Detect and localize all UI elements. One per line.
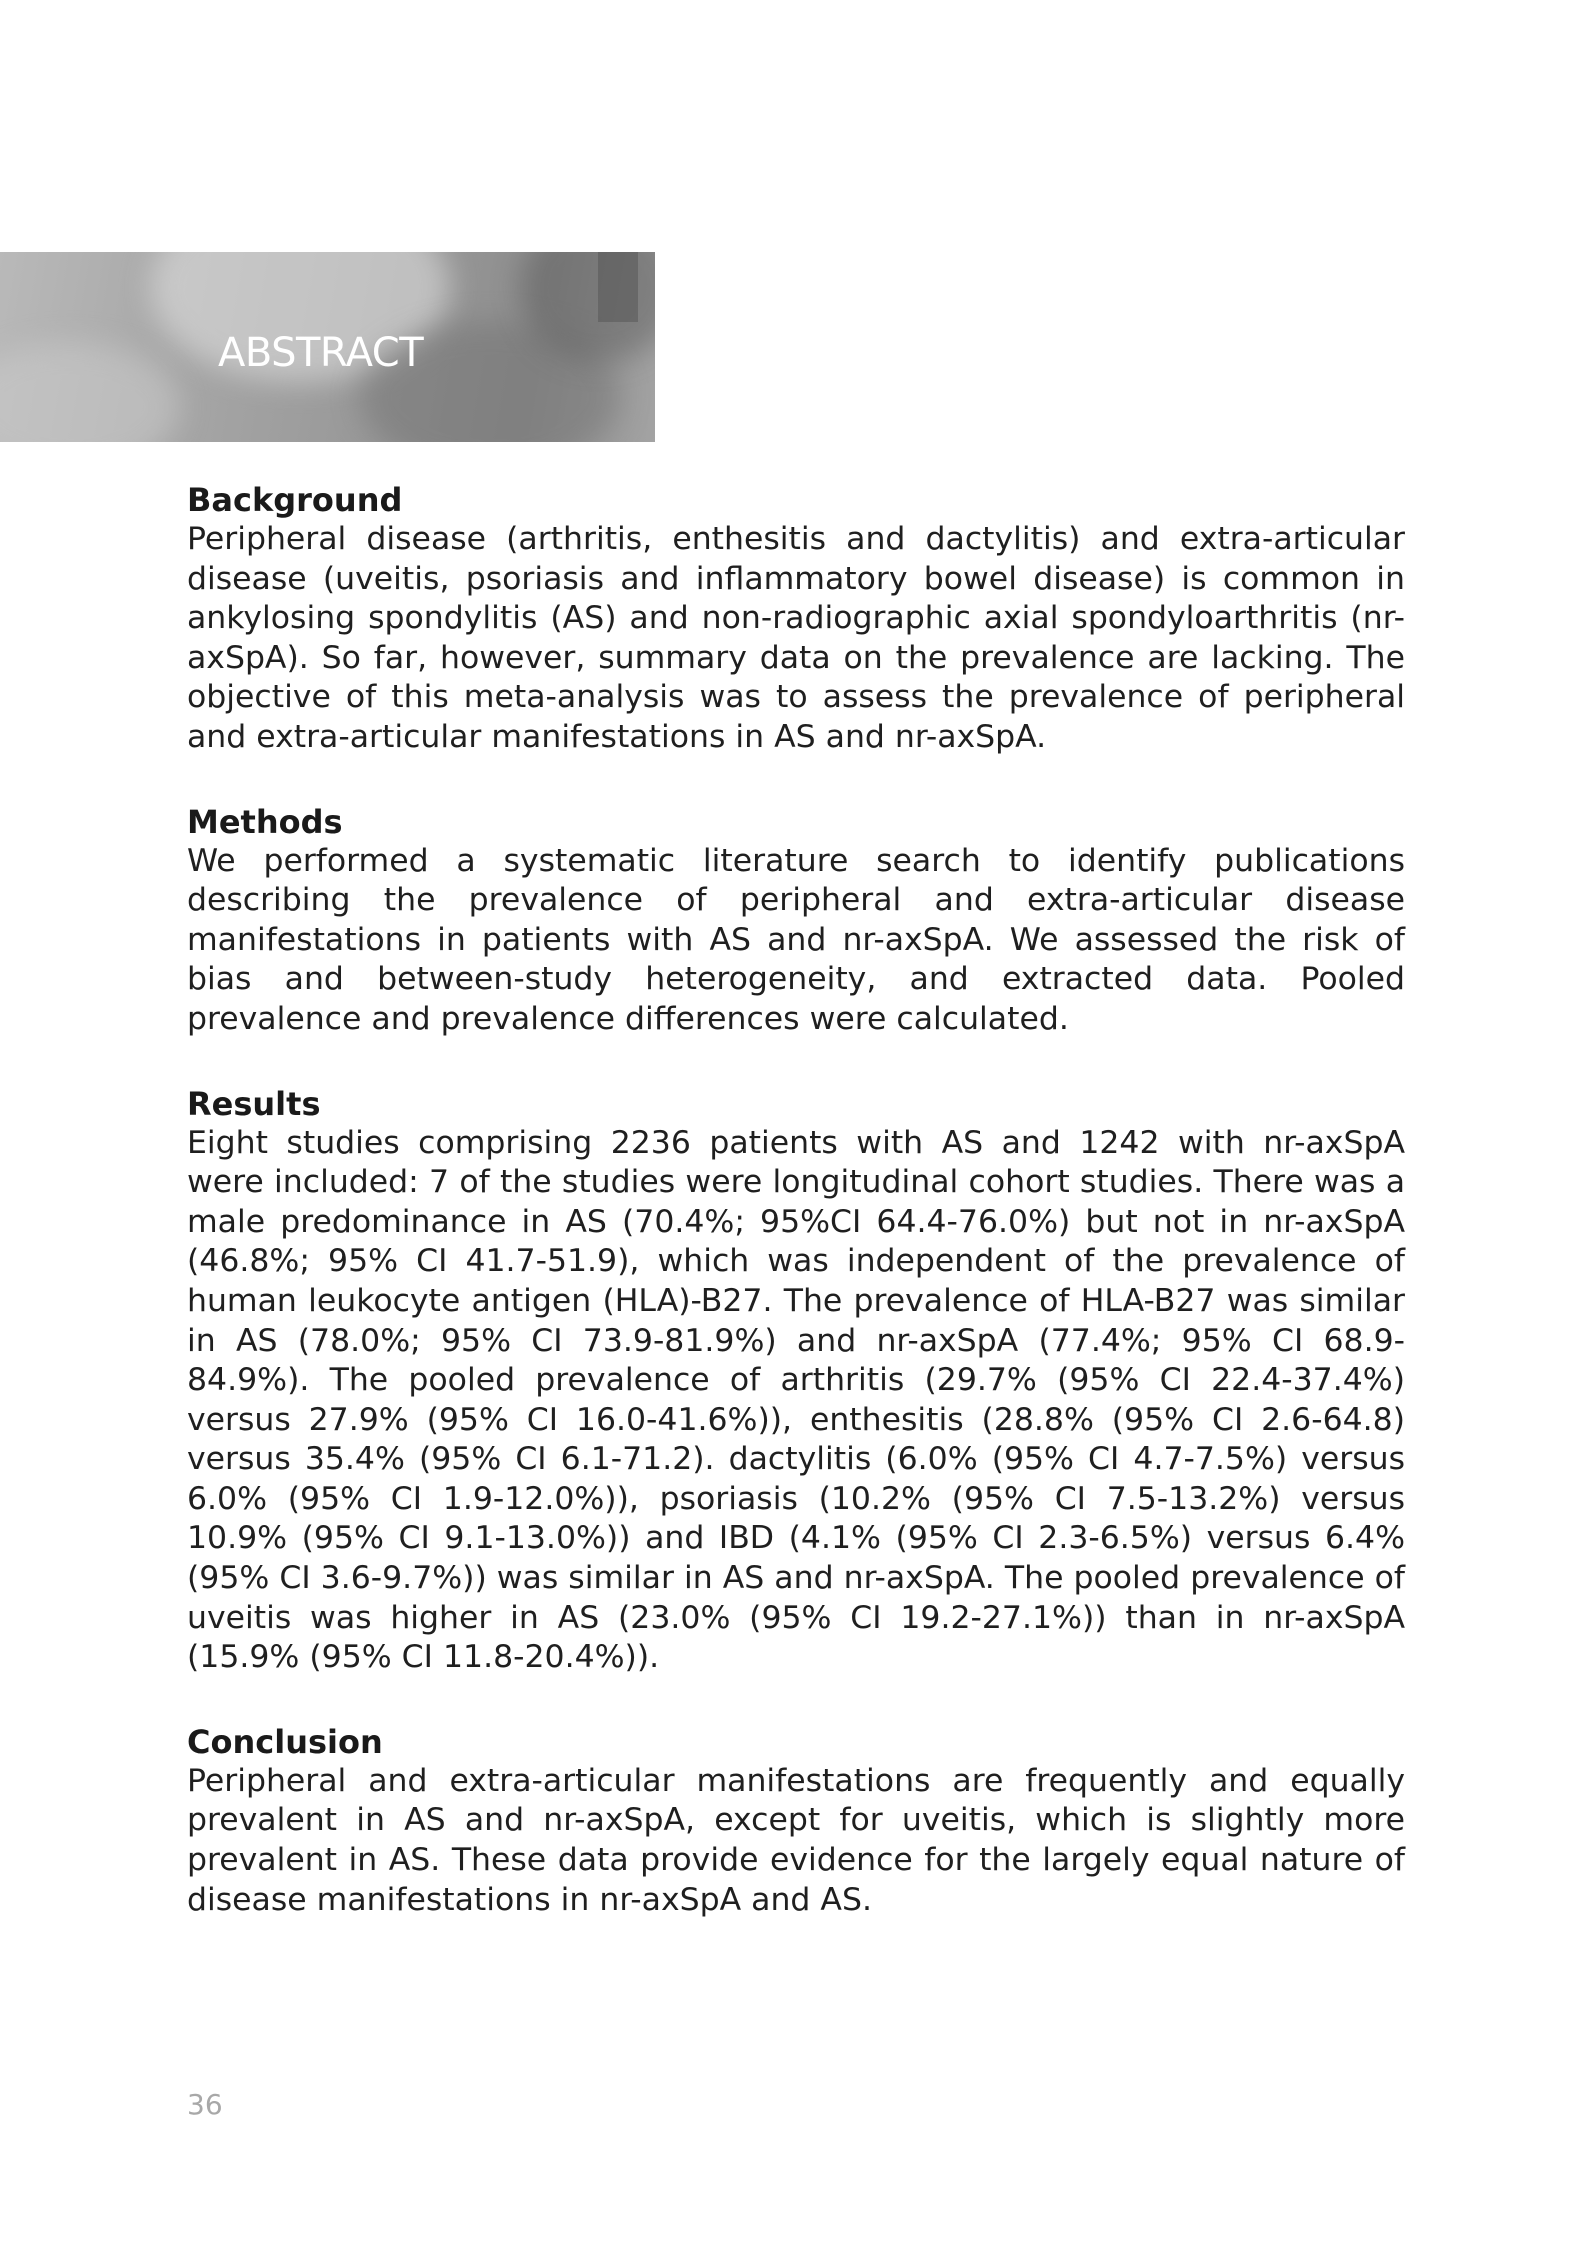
section-heading: Conclusion (187, 1722, 383, 1761)
section-heading: Results (187, 1084, 321, 1123)
header-background-highlight (0, 342, 180, 442)
page-title: ABSTRACT (218, 330, 424, 376)
section-background (187, 480, 1405, 758)
section-conclusion (187, 1722, 1405, 1920)
abstract-header-band (0, 252, 655, 442)
section-paragraph: We performed a systematic literature search to identify publications describing the prevalence of peripheral and extra-articular disease manifestations in patients with AS and nr-axSpA. We assessed the risk of bias and between-study heterogeneity, and extracted data. Pooled prevalence and prevalence differences were calculated. (187, 842, 1405, 1037)
section-methods (187, 802, 1405, 1040)
section-paragraph: Peripheral and extra-articular manifestations are frequently and equally prevalent in AS and nr-axSpA, except for uveitis, which is slightly more prevalent in AS. These data provide evidence for the largely equal nature of disease manifestations in nr-axSpA and AS. (187, 1762, 1405, 1918)
abstract-body (187, 480, 1405, 1964)
section-heading: Methods (187, 802, 343, 841)
section-results (187, 1084, 1405, 1678)
section-heading: Background (187, 481, 403, 519)
header-background-bar (598, 252, 638, 322)
section-paragraph: Peripheral disease (arthritis, enthesitis and dactylitis) and extra-articular disease (uveitis, psoriasis and inflammatory bowel disease) is common in ankylosing spondylitis (AS) and non-radiographic axial spondyloarthritis (nr-axSpA). So far, however, summary data on the prevalence are lacking. The objective of this meta-analysis was to assess the prevalence of peripheral and extra-articular manifestations in AS and nr-axSpA. (187, 521, 1405, 755)
section-paragraph: Eight studies comprising 2236 patients with AS and 1242 with nr-axSpA were included: 7 of the studies were longitudinal cohort studies. There was a male predominance in AS (70.4%; 95%CI 64.4-76.0%) but not in nr-axSpA (46.8%; 95% CI 41.7-51.9), which was independent of the prevalence of human leukocyte antigen (HLA)-B27. The prevalence of HLA-B27 was similar in AS (78.0%; 95% CI 73.9-81.9%) and nr-axSpA (77.4%; 95% CI 68.9-84.9%). The pooled prevalence of arthritis (29.7% (95% CI 22.4-37.4%) versus 27.9% (95% CI 16.0-41.6%)), enthesitis (28.8% (95% CI 2.6-64.8) versus 35.4% (95% CI 6.1-71.2). dactylitis (6.0% (95% CI 4.7-7.5%) versus 6.0% (95% CI 1.9-12.0%)), psoriasis (10.2% (95% CI 7.5-13.2%) versus 10.9% (95% CI 9.1-13.0%)) and IBD (4.1% (95% CI 2.3-6.5%) versus 6.4% (95% CI 3.6-9.7%)) was similar in AS and nr-axSpA. The pooled prevalence of uveitis was higher in AS (23.0% (95% CI 19.2-27.1%)) than in nr-axSpA (15.9% (95% CI 11.8-20.4%)). (187, 1124, 1405, 1676)
page-number: 36 (187, 2088, 223, 2121)
